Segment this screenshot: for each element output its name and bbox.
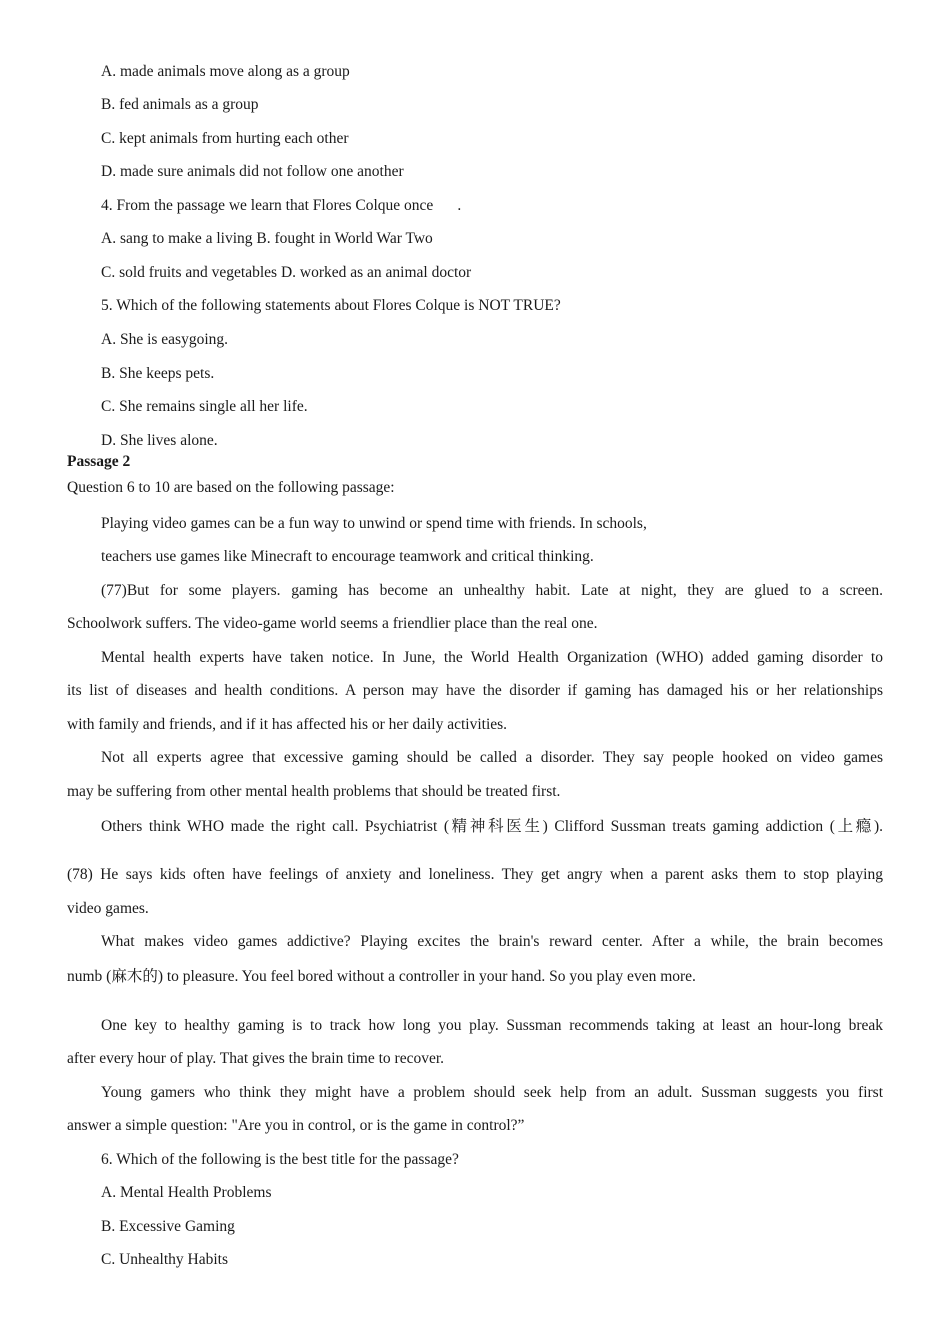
passage-p9-line1: Young gamers who think they might have a problem should seek help from an adult. Sussman suggests you first (101, 1084, 883, 1101)
passage-p6-line2: video games. (67, 900, 149, 917)
q5-stem: 5. Which of the following statements about Flores Colque is NOT TRUE? (101, 297, 561, 314)
q5-option-a: A. She is easygoing. (101, 331, 229, 348)
passage-p1-line2: teachers use games like Minecraft to encourage teamwork and critical thinking. (101, 548, 594, 565)
q6-option-b: B. Excessive Gaming (101, 1218, 235, 1235)
q5-option-b: B. She keeps pets. (101, 365, 215, 382)
passage-p5-line1: Others think WHO made the right call. Psychiatrist (精神科医生) Clifford Sussman treats gaming addiction (上瘾). (101, 818, 883, 835)
passage-heading: Passage 2 (67, 453, 131, 470)
q6-option-c: C. Unhealthy Habits (101, 1251, 228, 1268)
passage-p9-line2: answer a simple question: "Are you in control, or is the game in control?” (67, 1117, 525, 1134)
passage-p3-line3: with family and friends, and if it has affected his or her daily activities. (67, 716, 508, 733)
passage-p4-line2: may be suffering from other mental health problems that should be treated first. (67, 783, 561, 800)
q4-options-line-2: C. sold fruits and vegetables D. worked as an animal doctor (101, 264, 472, 281)
q3-option-c: C. kept animals from hurting each other (101, 130, 349, 147)
passage-p4-line1: Not all experts agree that excessive gaming should be called a disorder. They say people hooked on video games (101, 749, 883, 766)
passage-p8-line2: after every hour of play. That gives the brain time to recover. (67, 1050, 445, 1067)
passage-p2-line1: (77)But for some players. gaming has become an unhealthy habit. Late at night, they are glued to a screen. (101, 582, 883, 599)
passage-p6-line1: (78) He says kids often have feelings of anxiety and loneliness. They get angry when a parent asks them to stop playing (67, 866, 883, 883)
q5-option-d: D. She lives alone. (101, 432, 218, 449)
q4-stem-end: . (457, 197, 462, 214)
q4-options-line-1: A. sang to make a living B. fought in World War Two (101, 230, 433, 247)
passage-p7-line1: What makes video games addictive? Playing excites the brain's reward center. After a while, the brain becomes (101, 933, 883, 950)
q4-stem-line (101, 196, 461, 216)
passage-p8-line1: One key to healthy gaming is to track how long you play. Sussman recommends taking at least an hour-long break (101, 1017, 883, 1034)
passage-p2-line2: Schoolwork suffers. The video-game world seems a friendlier place than the real one. (67, 615, 598, 632)
q6-stem: 6. Which of the following is the best title for the passage? (101, 1151, 459, 1168)
q4-stem: 4. From the passage we learn that Flores Colque once (101, 197, 434, 214)
q3-option-a: A. made animals move along as a group (101, 63, 350, 80)
passage-p3-line2: its list of diseases and health conditions. A person may have the disorder if gaming has damaged his or her relationships (67, 682, 883, 699)
passage-p1-line1: Playing video games can be a fun way to unwind or spend time with friends. In schools, (101, 515, 647, 532)
passage-p3-line1: Mental health experts have taken notice. In June, the World Health Organization (WHO) added gaming disorder to (101, 649, 883, 666)
passage-intro: Question 6 to 10 are based on the following passage: (67, 479, 395, 496)
passage-p7-line2: numb (麻木的) to pleasure. You feel bored without a controller in your hand. So you play even more. (67, 968, 696, 985)
q5-option-c: C. She remains single all her life. (101, 398, 308, 415)
q3-option-d: D. made sure animals did not follow one another (101, 163, 404, 180)
q3-option-b: B. fed animals as a group (101, 96, 259, 113)
q6-option-a: A. Mental Health Problems (101, 1184, 272, 1201)
